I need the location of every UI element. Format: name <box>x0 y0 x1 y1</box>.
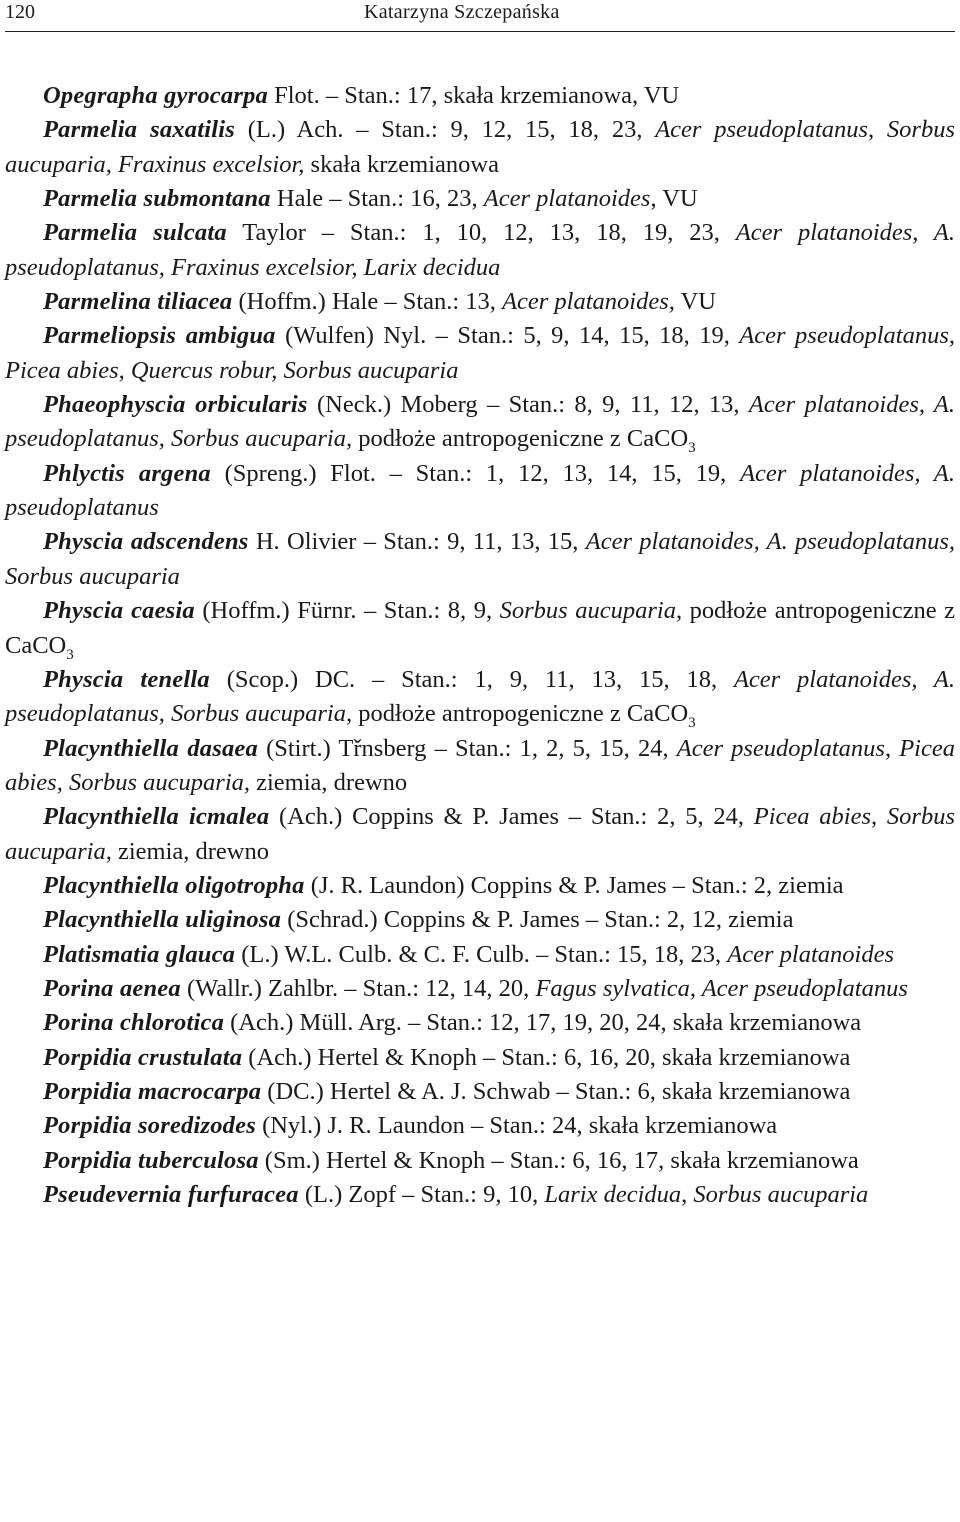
host-taxa: Acer platanoides <box>727 940 894 968</box>
entry-text: podłoże antropogeniczne z CaCO <box>5 597 955 659</box>
host-taxa: Acer platanoides, A. pseudoplatanus, Sorbus aucuparia, <box>5 665 955 728</box>
page-header <box>0 0 960 34</box>
species-name: Parmeliopsis ambigua <box>43 322 276 350</box>
entry-text: VU <box>674 288 716 316</box>
species-entry <box>5 1075 955 1109</box>
host-taxa: Acer platanoides <box>483 185 651 213</box>
species-entry <box>5 869 955 903</box>
species-entry <box>5 319 955 388</box>
entry-text: (Ach.) Müll. Arg. – Stan.: 12, 17, 19, 20, 24, skała krzemianowa <box>224 1009 862 1037</box>
entry-text: Hale – Stan.: 16, 23, <box>270 185 484 213</box>
entry-text: , VU <box>650 185 698 213</box>
species-entry <box>5 1041 955 1075</box>
entry-text: (Neck.) Moberg – Stan.: 8, 9, 11, 12, 13, <box>307 391 749 419</box>
species-name: Placynthiella oligotropha <box>43 871 305 899</box>
host-taxa: Acer platanoides, <box>502 288 675 316</box>
entry-text: , <box>681 1181 694 1208</box>
entry-text: (L.) Ach. – Stan.: 9, 12, 15, 18, 23, <box>234 116 656 144</box>
entry-text: (L.) Zopf – Stan.: 9, 10, <box>298 1181 545 1208</box>
species-name: Porpidia tuberculosa <box>43 1146 259 1174</box>
species-entry <box>5 525 955 594</box>
species-name: Physcia caesia <box>43 597 195 625</box>
species-name: Phaeophyscia orbicularis <box>43 391 308 419</box>
running-head-author: Katarzyna Szczepańska <box>364 1 560 23</box>
entry-text: skała krzemianowa <box>304 150 499 178</box>
species-name: Parmelia submontana <box>43 185 271 213</box>
host-taxa: Acer pseudoplatanus <box>676 734 885 762</box>
host-taxa: Larix decidua <box>544 1181 682 1208</box>
entry-text: (Scop.) DC. – Stan.: 1, 9, 11, 13, 15, 18, <box>209 665 734 693</box>
entry-text: podłoże antropogeniczne z CaCO <box>352 700 689 728</box>
species-name: Porpidia crustulata <box>43 1043 243 1071</box>
species-name: Porina chlorotica <box>43 1009 225 1037</box>
species-name: Porpidia soredizodes <box>43 1112 256 1140</box>
species-entry <box>5 800 955 869</box>
species-entry <box>5 732 955 801</box>
entry-text: ziemia, drewno <box>111 837 269 865</box>
species-entry <box>5 594 955 663</box>
host-taxa: Fagus sylvatica, Acer pseudoplatanus <box>535 974 908 1002</box>
species-name: Pseudevernia furfuracea <box>43 1181 299 1208</box>
species-name: Physcia adscendens <box>43 528 249 556</box>
species-entry <box>5 1006 955 1040</box>
species-entry <box>5 457 955 526</box>
species-list <box>5 79 955 1212</box>
entry-text: (Schrad.) Coppins & P. James – Stan.: 2, 12, ziemia <box>281 906 794 934</box>
species-entry <box>5 285 955 319</box>
entry-text: (Ach.) Coppins & P. James – Stan.: 2, 5, 24, <box>269 803 754 831</box>
host-taxa: Picea abies, Sorbus aucuparia, <box>5 734 955 796</box>
species-name: Parmelia saxatilis <box>43 116 235 144</box>
host-taxa: Picea abies, Sorbus aucuparia, <box>5 803 955 865</box>
host-taxa: Sorbus aucuparia <box>693 1181 869 1208</box>
species-entry <box>5 903 955 937</box>
species-name: Phlyctis argena <box>43 459 211 487</box>
entry-text: (L.) W.L. Culb. & C. F. Culb. – Stan.: 15, 18, 23, <box>235 940 728 968</box>
entry-text: (Sm.) Hertel & Knoph – Stan.: 6, 16, 17, skała krzemianowa <box>258 1146 859 1174</box>
species-name: Parmelina tiliacea <box>43 288 233 316</box>
species-name: Placynthiella dasaea <box>43 734 258 762</box>
entry-text: (Hoffm.) Fürnr. – Stan.: 8, 9, <box>194 597 500 625</box>
species-entry <box>5 79 955 113</box>
host-taxa: Sorbus aucuparia, <box>499 597 683 625</box>
species-name: Porpidia macrocarpa <box>43 1077 262 1105</box>
entry-text: (Wulfen) Nyl. – Stan.: 5, 9, 14, 15, 18, 19, <box>275 322 740 350</box>
entry-text: (Nyl.) J. R. Laundon – Stan.: 24, skała krzemianowa <box>255 1112 778 1140</box>
species-name: Opegrapha gyrocarpa <box>43 82 268 109</box>
entry-text: (DC.) Hertel & A. J. Schwab – Stan.: 6, skała krzemianowa <box>261 1077 851 1105</box>
entry-text: (Wallr.) Zahlbr. – Stan.: 12, 14, 20, <box>180 974 536 1002</box>
entry-text: ziemia, drewno <box>250 768 408 796</box>
formula-subscript: 3 <box>66 646 74 663</box>
page-number: 120 <box>5 1 35 23</box>
species-name: Physcia tenella <box>43 665 210 693</box>
species-entry <box>5 972 955 1006</box>
host-taxa: Acer platanoides, A. pseudoplatanus, Sorbus aucuparia, <box>5 391 955 453</box>
species-entry <box>5 113 955 182</box>
host-taxa: Acer platanoides, A. pseudoplatanus, Sorbus aucuparia <box>5 528 955 590</box>
host-taxa: Acer platanoides, A. pseudoplatanus <box>5 459 955 522</box>
entry-text: (Ach.) Hertel & Knoph – Stan.: 6, 16, 20, skała krzemianowa <box>242 1043 851 1071</box>
species-entry <box>5 663 955 732</box>
species-entry <box>5 1109 955 1143</box>
species-name: Placynthiella icmalea <box>43 803 270 831</box>
species-entry <box>5 182 955 216</box>
species-name: Parmelia sulcata <box>43 219 227 247</box>
formula-subscript: 3 <box>688 715 696 732</box>
species-entry <box>5 216 955 285</box>
species-entry <box>5 938 955 972</box>
host-taxa: Acer platanoides, A. pseudoplatanus, Fraxinus excelsior, Larix decidua <box>5 219 955 281</box>
species-name: Platismatia glauca <box>43 940 236 968</box>
species-entry <box>5 388 955 457</box>
host-taxa: Acer pseudoplatanus, Picea abies, Quercus robur, Sorbus aucuparia <box>5 322 955 384</box>
entry-text: (Hoffm.) Hale – Stan.: 13, <box>232 288 503 316</box>
entry-text: (Spreng.) Flot. – Stan.: 1, 12, 13, 14, 15, 19, <box>210 459 741 487</box>
entry-text: Flot. – Stan.: 17, skała krzemianowa, VU <box>267 82 680 109</box>
entry-text: H. Olivier – Stan.: 9, 11, 13, 15, <box>248 528 586 556</box>
host-taxa: Acer pseudoplatanus, Sorbus aucuparia, Fraxinus excelsior, <box>5 116 955 178</box>
species-entry <box>5 1144 955 1178</box>
header-rule <box>5 31 955 32</box>
entry-text: podłoże antropogeniczne z CaCO <box>352 425 689 453</box>
entry-text: (Stirt.) Třnsberg – Stan.: 1, 2, 5, 15, 24, <box>257 734 677 762</box>
entry-text: Taylor – Stan.: 1, 10, 12, 13, 18, 19, 23, <box>226 219 736 247</box>
entry-text: , <box>884 734 900 762</box>
species-name: Placynthiella uliginosa <box>43 906 282 934</box>
entry-text: (J. R. Laundon) Coppins & P. James – Stan.: 2, ziemia <box>304 871 844 899</box>
species-entry <box>5 1178 955 1212</box>
species-name: Porina aenea <box>43 974 181 1002</box>
formula-subscript: 3 <box>688 440 696 457</box>
